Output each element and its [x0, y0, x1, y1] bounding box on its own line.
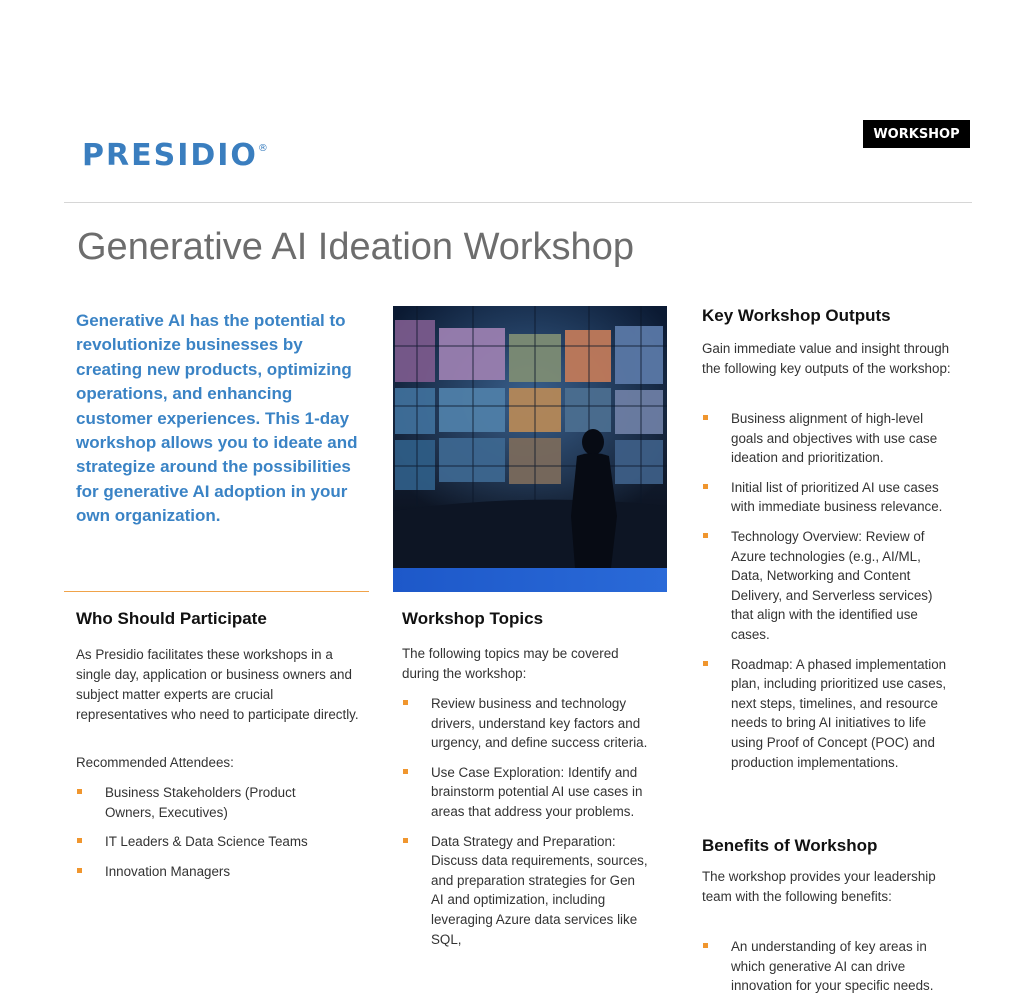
control-room-illustration	[393, 306, 667, 592]
bullet-square-icon	[403, 769, 408, 774]
bullet-square-icon	[77, 838, 82, 843]
topics-list	[402, 694, 650, 949]
who-body: As Presidio facilitates these workshops in a single day, application or business owners and subject matter experts are crucial representatives who need to participate directly.	[76, 647, 359, 722]
page-title: Generative AI Ideation Workshop	[77, 226, 634, 268]
bullet-square-icon	[403, 700, 408, 705]
header-divider	[64, 202, 972, 203]
attendees-list	[76, 783, 346, 881]
intro-divider	[64, 591, 369, 592]
benefits-list	[702, 937, 956, 996]
list-item: Initial list of prioritized AI use cases with immediate business relevance.	[702, 478, 956, 517]
topics-intro: The following topics may be covered during the workshop:	[402, 646, 619, 681]
topics-heading: Workshop Topics	[402, 609, 544, 628]
bullet-square-icon	[703, 484, 708, 489]
benefits-intro: The workshop provides your leadership team with the following benefits:	[702, 869, 936, 904]
bullet-square-icon	[403, 838, 408, 843]
hero-image	[393, 306, 667, 592]
list-item: Technology Overview: Review of Azure technologies (e.g., AI/ML, Data, Networking and Content Delivery, and Serverless services) that align with the identified use cases.	[702, 527, 956, 645]
intro-text: Generative AI has the potential to revolutionize businesses by creating new products, optimizing operations, and enhancing customer experiences. This 1-day workshop allows you to ideate and strategize around the possibilities for generative AI adoption in your own organization.	[76, 311, 358, 526]
list-item: Business Stakeholders (Product Owners, Executives)	[76, 783, 346, 822]
list-item: An understanding of key areas in which generative AI can drive innovation for your specific needs.	[702, 937, 956, 996]
who-heading: Who Should Participate	[76, 609, 267, 628]
attendees-label: Recommended Attendees:	[76, 755, 234, 770]
bullet-square-icon	[77, 789, 82, 794]
bullet-square-icon	[703, 943, 708, 948]
list-item: Innovation Managers	[76, 862, 346, 882]
list-item: Review business and technology drivers, understand key factors and urgency, and define success criteria.	[402, 694, 650, 753]
list-item: Roadmap: A phased implementation plan, including prioritized use cases, next steps, timelines, and resource needs to bring AI initiatives to life using Proof of Concept (POC) and production implementations.	[702, 655, 956, 773]
list-item: Use Case Exploration: Identify and brainstorm potential AI use cases in areas that address your problems.	[402, 763, 650, 822]
bullet-square-icon	[77, 868, 82, 873]
outputs-list	[702, 409, 956, 772]
bullet-square-icon	[703, 415, 708, 420]
outputs-heading: Key Workshop Outputs	[702, 306, 891, 325]
bullet-square-icon	[703, 661, 708, 666]
list-item: Data Strategy and Preparation: Discuss data requirements, sources, and preparation strategies for Gen AI and optimization, including leveraging Azure data services like SQL,	[402, 832, 650, 950]
workshop-badge: WORKSHOP	[863, 120, 970, 148]
benefits-heading: Benefits of Workshop	[702, 836, 878, 855]
bullet-square-icon	[703, 533, 708, 538]
list-item: IT Leaders & Data Science Teams	[76, 832, 346, 852]
list-item: Business alignment of high-level goals and objectives with use case ideation and prioritization.	[702, 409, 956, 468]
outputs-intro: Gain immediate value and insight through the following key outputs of the workshop:	[702, 341, 951, 376]
presidio-logo: PRESIDIO®	[82, 138, 268, 173]
